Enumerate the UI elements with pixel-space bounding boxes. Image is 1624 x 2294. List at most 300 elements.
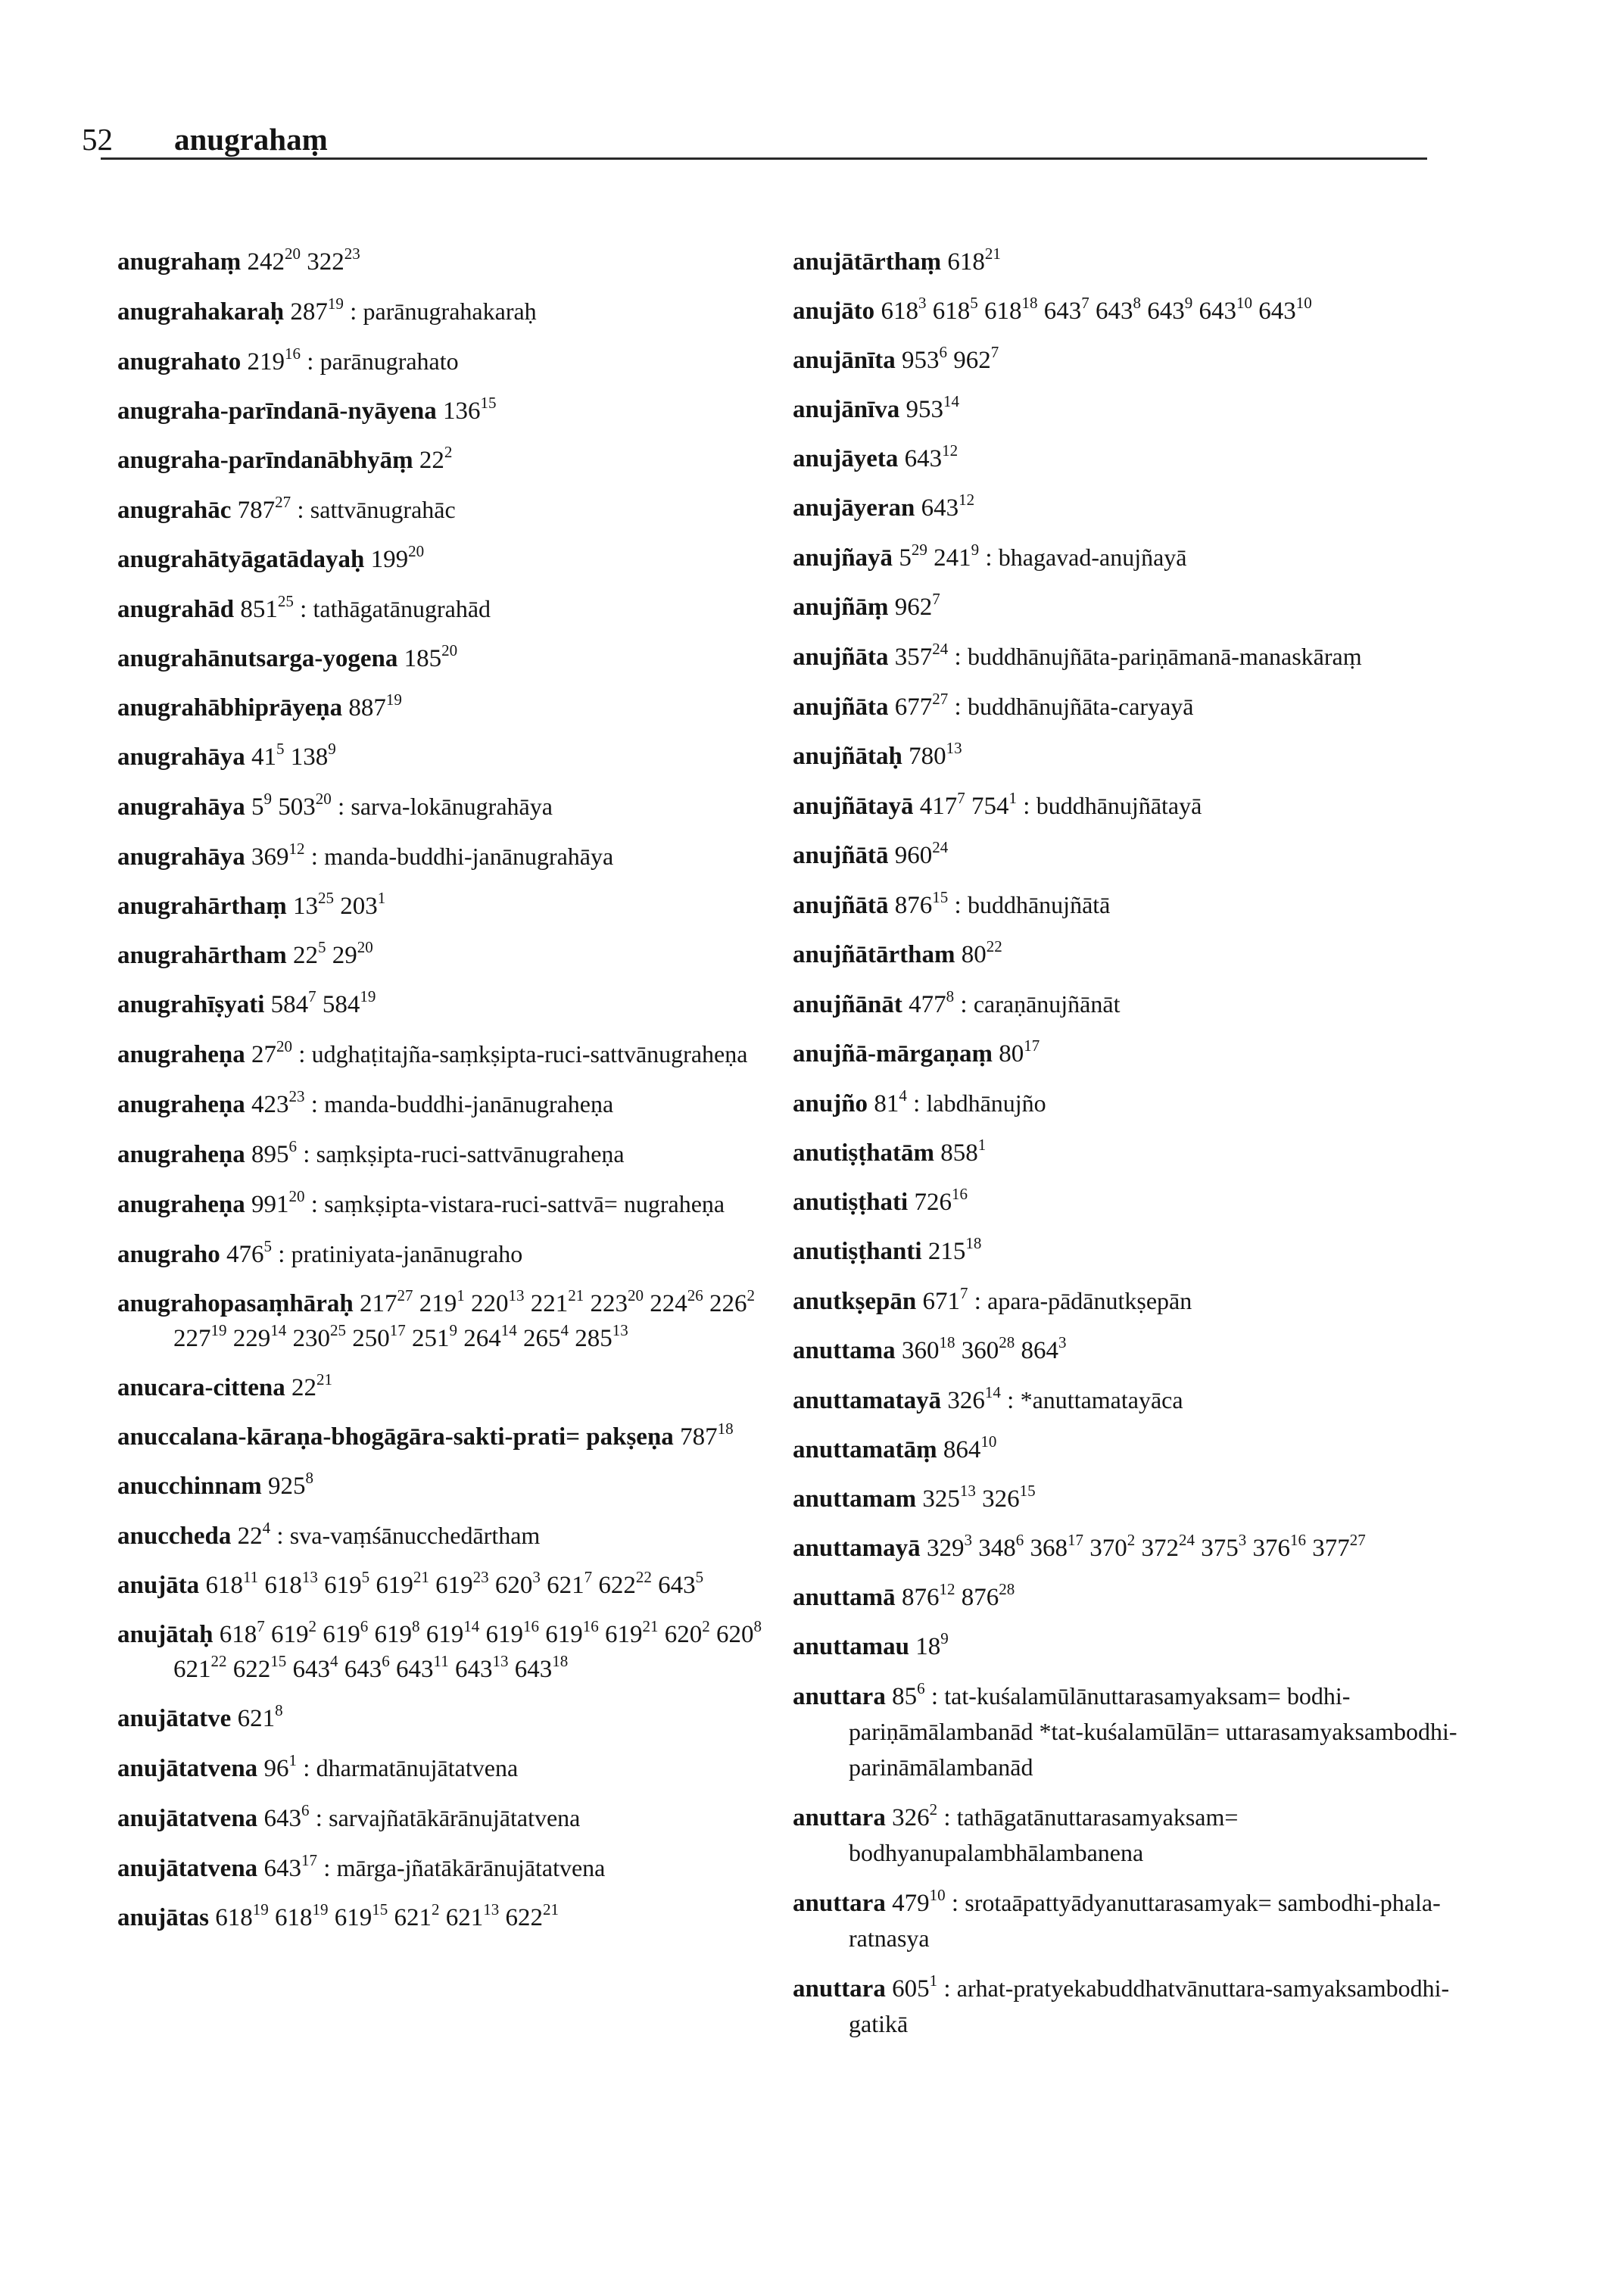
- index-entry: anuttamatayā $326^{14}$ : *anuttamatayāca: [793, 1383, 1183, 1414]
- reference-page: 643: [263, 1805, 301, 1832]
- reference-page: 326: [947, 1387, 985, 1414]
- reference-page: 895: [251, 1141, 289, 1168]
- page-reference: [396, 1652, 449, 1683]
- page-reference: [605, 1617, 659, 1648]
- index-entry: [117, 1469, 799, 1504]
- entry-compound: saṃkṣipta-vistara-ruci-sattvā= nugraheṇa: [324, 1190, 725, 1217]
- reference-page: 864: [943, 1436, 981, 1463]
- reference-page: 477: [909, 991, 946, 1018]
- reference-page: 619: [324, 1572, 362, 1599]
- reference-line: 2: [308, 1617, 317, 1635]
- index-entry: anujātatvena $643^6$ : sarvajñatākārānujātatvena: [117, 1801, 581, 1832]
- entry-compound: *anuttamatayāca: [1020, 1386, 1183, 1413]
- reference-page: 376: [1252, 1535, 1290, 1562]
- reference-line: 21: [413, 1568, 429, 1586]
- index-entry: anujātatvena $643^{17}$ : mārga-jñatākārānujātatvena: [117, 1851, 606, 1882]
- reference-line: 21: [568, 1286, 584, 1304]
- entry-headword: anujñāṃ: [793, 594, 889, 621]
- page-reference: [899, 541, 927, 572]
- entry-compound: caraṇānujñānāt: [973, 990, 1121, 1018]
- reference-line: 26: [687, 1286, 703, 1304]
- page-reference: [360, 1286, 413, 1317]
- reference-line: 12: [939, 1580, 955, 1598]
- index-entry: [793, 245, 1474, 279]
- reference-line: 11: [242, 1568, 259, 1586]
- reference-page: 29: [332, 942, 357, 969]
- reference-line: 5: [317, 938, 326, 956]
- left-column: [117, 245, 799, 1950]
- page-reference: [1030, 1531, 1083, 1562]
- index-entry: [117, 542, 799, 577]
- page-reference: [575, 1321, 628, 1352]
- reference-line: 14: [270, 1321, 287, 1339]
- entry-compound: sarva-lokānugrahāya: [351, 793, 553, 820]
- reference-page: 621: [547, 1572, 584, 1599]
- reference-line: 17: [1024, 1036, 1040, 1055]
- page-reference: [374, 1617, 420, 1648]
- reference-line: 14: [984, 1383, 1001, 1401]
- reference-page: 726: [914, 1189, 952, 1216]
- reference-line: 17: [1067, 1531, 1083, 1549]
- reference-page: 960: [894, 842, 933, 869]
- entry-headword: anujñātārtham: [793, 941, 955, 968]
- entry-headword: anugrahāya: [117, 793, 245, 821]
- page-reference: [251, 740, 285, 771]
- index-entry: anujātatvena $96^1$ : dharmatānujātatvena: [117, 1751, 519, 1782]
- page-reference: [1201, 1531, 1247, 1562]
- page-reference: [680, 1420, 734, 1451]
- page-reference: [291, 1370, 333, 1401]
- reference-line: 9: [940, 1629, 949, 1647]
- index-entry: [793, 1482, 1474, 1516]
- page-reference: [892, 1800, 938, 1831]
- entry-headword: anujātas: [117, 1904, 210, 1931]
- page-reference: [894, 838, 949, 869]
- page-reference: [292, 1652, 338, 1683]
- page-reference: [927, 1234, 982, 1265]
- entry-compound: sva-vaṃśānucchedārtham: [289, 1522, 541, 1549]
- reference-line: 27: [275, 493, 291, 511]
- reference-page: 621: [237, 1705, 276, 1732]
- reference-line: 21: [316, 1370, 333, 1389]
- entry-headword: anujātārthaṃ: [793, 248, 942, 276]
- reference-page: 22: [291, 1374, 317, 1401]
- reference-line: 24: [932, 640, 949, 658]
- index-entry: [117, 987, 799, 1022]
- reference-page: 250: [352, 1325, 390, 1352]
- entry-compound: sattvānugrahāc: [310, 496, 456, 523]
- entry-headword: anugrahād: [117, 596, 235, 623]
- reference-line: 21: [642, 1617, 659, 1635]
- reference-line: 10: [980, 1432, 997, 1451]
- index-entry: anuttara $479^{10}$ : srotaāpattyādyanuttarasamyak= sambodhi-phala-ratnasya: [793, 1886, 1441, 1952]
- entry-headword: anugrahānutsarga-yogena: [117, 645, 398, 672]
- reference-page: 223: [590, 1290, 628, 1317]
- reference-line: 4: [262, 1519, 271, 1537]
- page-reference: [324, 1568, 370, 1599]
- reference-page: 219: [247, 348, 285, 376]
- entry-compound: dharmatānujātatvena: [316, 1754, 519, 1781]
- entry-compound: labdhānujño: [926, 1089, 1046, 1117]
- reference-page: 375: [1201, 1535, 1239, 1562]
- page-reference: [263, 1751, 297, 1782]
- entry-headword: anujānīva: [793, 396, 900, 423]
- reference-line: 20: [276, 1037, 292, 1055]
- reference-page: 185: [404, 645, 442, 672]
- reference-line: 16: [951, 1185, 968, 1203]
- index-entry: anuccheda $22^4$ : sva-vaṃśānucchedārtham: [117, 1519, 541, 1550]
- entry-headword: anujñātā: [793, 842, 889, 869]
- page-reference: [471, 1286, 525, 1317]
- reference-page: 227: [173, 1325, 211, 1352]
- page-reference: [1089, 1531, 1136, 1562]
- entry-compound: parānugrahato: [320, 348, 459, 375]
- index-entry: [793, 1629, 1474, 1664]
- reference-page: 619: [374, 1621, 413, 1648]
- reference-page: 217: [360, 1290, 397, 1317]
- reference-line: 23: [472, 1568, 489, 1586]
- entry-compound: tathāgatānugrahād: [313, 595, 491, 622]
- reference-line: 15: [480, 394, 497, 412]
- reference-line: 19: [210, 1321, 227, 1339]
- index-entry: [793, 294, 1474, 329]
- page-reference: [919, 789, 965, 820]
- entry-headword: anugrahaṃ: [117, 248, 242, 276]
- page-reference: [419, 443, 453, 474]
- entry-headword: anujñātayā: [793, 793, 914, 820]
- reference-line: 7: [584, 1568, 593, 1586]
- page-reference: [237, 1701, 283, 1732]
- page-reference: [901, 1333, 955, 1364]
- page-reference: [443, 394, 497, 425]
- reference-line: 22: [635, 1568, 652, 1586]
- right-column: [793, 245, 1474, 2056]
- reference-page: 325: [922, 1485, 960, 1513]
- reference-line: 9: [971, 541, 980, 559]
- entry-compound: apara-pādānutkṣepān: [987, 1287, 1192, 1314]
- reference-page: 991: [251, 1191, 289, 1218]
- reference-page: 858: [940, 1139, 978, 1167]
- index-entry: [117, 690, 799, 725]
- entry-headword: anuttara: [793, 1683, 886, 1710]
- entry-headword: anugrahātyāgatādayaḥ: [117, 546, 365, 573]
- page-reference: [292, 1321, 347, 1352]
- reference-line: 7: [990, 343, 999, 361]
- entry-headword: anugraha-parīndanābhyāṃ: [117, 447, 413, 474]
- entry-compound: udghaṭitajña-saṃkṣipta-ruci-sattvānugraheṇa: [311, 1040, 748, 1068]
- page-reference: [275, 1900, 329, 1931]
- reference-line: 6: [939, 343, 947, 361]
- reference-page: 619: [605, 1621, 643, 1648]
- reference-line: 3: [964, 1531, 972, 1549]
- reference-page: 620: [716, 1621, 754, 1648]
- reference-page: 370: [1089, 1535, 1127, 1562]
- reference-page: 85: [892, 1683, 918, 1710]
- index-entry: [117, 889, 799, 924]
- index-entry: anugrahāc $787^{27}$ : sattvānugrahāc: [117, 493, 456, 524]
- reference-page: 22: [419, 447, 444, 474]
- entry-headword: anugraho: [117, 1241, 220, 1268]
- reference-page: 618: [275, 1904, 313, 1931]
- page-reference: [445, 1900, 500, 1931]
- reference-page: 287: [290, 298, 328, 326]
- reference-page: 619: [435, 1572, 473, 1599]
- entry-headword: anuttara: [793, 1804, 886, 1831]
- reference-line: 13: [959, 1482, 976, 1500]
- entry-compound: mārga-jñatākārānujātatvena: [336, 1854, 606, 1881]
- reference-page: 643: [344, 1656, 382, 1683]
- reference-line: 12: [942, 441, 959, 460]
- page-reference: [901, 1580, 955, 1611]
- reference-page: 876: [901, 1584, 940, 1611]
- reference-page: 619: [485, 1621, 524, 1648]
- page-reference: [961, 1333, 1015, 1364]
- page-reference: [523, 1321, 569, 1352]
- entry-headword: anugrahārtham: [117, 942, 287, 969]
- reference-line: 3: [1238, 1531, 1247, 1549]
- page-reference: [1043, 294, 1089, 325]
- page-reference: [971, 789, 1018, 820]
- reference-page: 643: [1043, 298, 1082, 325]
- entry-headword: anugrahābhiprāyeṇa: [117, 694, 343, 722]
- entry-headword: anugraha-parīndanā-nyāyena: [117, 397, 437, 425]
- reference-line: 12: [959, 491, 975, 509]
- page-reference: [425, 1617, 480, 1648]
- page-reference: [348, 690, 402, 722]
- reference-line: 20: [628, 1286, 644, 1304]
- reference-page: 203: [340, 893, 378, 920]
- reference-line: 1: [977, 1136, 987, 1154]
- index-entry: anujñayā $5^{29}$ $241^9$ : bhagavad-anujñayā: [793, 541, 1187, 572]
- reference-page: 618: [881, 298, 918, 325]
- reference-line: 15: [270, 1652, 287, 1670]
- page-reference: [914, 1185, 968, 1216]
- reference-page: 584: [270, 991, 309, 1018]
- reference-line: 19: [312, 1900, 329, 1918]
- entry-headword: anujāta: [117, 1572, 200, 1599]
- reference-page: 348: [978, 1535, 1016, 1562]
- index-entry: anugrahakaraḥ $287^{19}$ : parānugrahakaraḥ: [117, 295, 537, 326]
- reference-page: 220: [471, 1290, 509, 1317]
- entry-headword: anuccalana-kāraṇa-bhogāgāra-sakti-prati= pakṣeṇa: [117, 1423, 674, 1451]
- entry-headword: anuttamatāṃ: [793, 1436, 937, 1463]
- header-rule: [101, 157, 1427, 160]
- reference-page: 621: [394, 1904, 432, 1931]
- reference-line: 2: [929, 1800, 938, 1819]
- page-reference: [173, 1321, 227, 1352]
- reference-page: 618: [205, 1572, 243, 1599]
- entry-compound: tathāgatānuttarasamyaksam= bodhyanupalambhālambanena: [849, 1803, 1239, 1866]
- reference-page: 622: [505, 1904, 544, 1931]
- index-entry: [117, 1370, 799, 1405]
- index-entry: [117, 394, 799, 429]
- reference-line: 10: [1236, 294, 1252, 312]
- page-reference: [412, 1321, 457, 1352]
- entry-compound: bhagavad-anujñayā: [998, 544, 1187, 571]
- reference-page: 787: [680, 1423, 718, 1451]
- entry-compound: buddhānujñāta-caryayā: [967, 693, 1194, 720]
- page-reference: [334, 1900, 388, 1931]
- reference-page: 618: [264, 1572, 302, 1599]
- entry-headword: anujño: [793, 1090, 868, 1117]
- reference-line: 7: [932, 590, 940, 608]
- reference-line: 20: [441, 641, 458, 659]
- reference-page: 643: [292, 1656, 330, 1683]
- page-reference: [932, 294, 978, 325]
- index-entry: [117, 938, 799, 973]
- page-reference: [323, 1617, 369, 1648]
- entry-headword: anutiṣṭhatām: [793, 1139, 935, 1167]
- reference-line: 6: [288, 1137, 297, 1155]
- reference-page: 22: [292, 942, 318, 969]
- reference-line: 19: [360, 987, 376, 1005]
- entry-headword: anugrahāya: [117, 743, 245, 771]
- reference-line: 4: [330, 1652, 338, 1670]
- reference-line: 9: [263, 790, 272, 808]
- index-entry: [793, 1185, 1474, 1220]
- reference-page: 41: [251, 743, 276, 771]
- reference-line: 20: [357, 938, 373, 956]
- reference-page: 780: [909, 743, 946, 770]
- page-reference: [270, 987, 316, 1018]
- index-entry: [793, 1531, 1474, 1566]
- entry-headword: anugraheṇa: [117, 1191, 245, 1218]
- page-reference: [307, 245, 360, 276]
- reference-page: 643: [263, 1855, 301, 1882]
- page-reference: [226, 1237, 272, 1268]
- page-reference: [494, 1568, 541, 1599]
- index-entry: anujñātā $876^{15}$ : buddhānujñātā: [793, 888, 1111, 919]
- entry-headword: anugrahārthaṃ: [117, 893, 287, 920]
- page-reference: [922, 1482, 976, 1513]
- reference-line: 6: [382, 1652, 390, 1670]
- reference-line: 14: [500, 1321, 517, 1339]
- index-entry: [793, 1036, 1474, 1071]
- index-entry: [117, 1900, 799, 1935]
- reference-page: 643: [454, 1656, 493, 1683]
- page-reference: [904, 441, 959, 472]
- reference-page: 643: [1147, 298, 1185, 325]
- page-reference: [909, 987, 955, 1018]
- reference-page: 876: [894, 892, 933, 919]
- reference-line: 25: [330, 1321, 346, 1339]
- reference-line: 4: [899, 1086, 907, 1105]
- reference-page: 643: [396, 1656, 434, 1683]
- page-reference: [1199, 294, 1252, 325]
- entry-headword: anutiṣṭhati: [793, 1189, 909, 1216]
- reference-line: 3: [918, 294, 927, 312]
- entry-headword: anugraheṇa: [117, 1041, 245, 1068]
- reference-page: 479: [892, 1890, 930, 1917]
- page-reference: [419, 1286, 465, 1317]
- page-reference: [921, 491, 975, 522]
- index-entry: anuttara $326^2$ : tathāgatānuttarasamyaksam= bodhyanupalambhālambanena: [793, 1800, 1239, 1866]
- index-entry: anujñātayā $417^7$ $754^1$ : buddhānujñātayā: [793, 789, 1202, 820]
- reference-page: 619: [376, 1572, 413, 1599]
- index-entry: anugrahato $219^{16}$ : parānugrahato: [117, 344, 459, 376]
- page-reference: [290, 740, 336, 771]
- entry-compound: manda-buddhi-janānugrahāya: [324, 843, 614, 870]
- reference-line: 18: [965, 1234, 982, 1252]
- reference-line: 28: [999, 1333, 1015, 1351]
- reference-line: 19: [327, 295, 344, 313]
- page-reference: [892, 1971, 938, 2003]
- reference-page: 503: [278, 793, 316, 821]
- reference-page: 360: [901, 1337, 940, 1364]
- reference-page: 80: [961, 941, 987, 968]
- reference-page: 622: [598, 1572, 636, 1599]
- page-reference: [251, 790, 272, 821]
- reference-line: 1: [288, 1751, 297, 1769]
- reference-page: 368: [1030, 1535, 1068, 1562]
- reference-line: 21: [984, 245, 1001, 263]
- page-reference: [1312, 1531, 1366, 1562]
- reference-line: 7: [308, 987, 316, 1005]
- entry-compound: arhat-pratyekabuddhatvānuttara-samyaksambodhi-gatikā: [849, 1975, 1450, 2037]
- reference-line: 7: [957, 789, 965, 807]
- entry-headword: anugrahopasaṃhāraḥ: [117, 1290, 354, 1317]
- index-entry: [793, 491, 1474, 525]
- entry-headword: anucara-cittena: [117, 1374, 285, 1401]
- reference-page: 618: [947, 248, 985, 276]
- reference-line: 28: [999, 1580, 1015, 1598]
- reference-page: 369: [251, 843, 289, 871]
- page-reference: [709, 1286, 755, 1317]
- page-reference: [894, 590, 940, 621]
- reference-line: 24: [932, 838, 949, 856]
- index-entry: [117, 1701, 799, 1736]
- reference-page: 265: [523, 1325, 561, 1352]
- page-reference: [237, 1519, 271, 1550]
- page-number: 52: [82, 122, 113, 157]
- reference-page: 5: [251, 793, 264, 821]
- reference-line: 8: [412, 1617, 420, 1635]
- reference-line: 15: [372, 1900, 388, 1918]
- reference-line: 16: [284, 344, 301, 363]
- entry-headword: anujātaḥ: [117, 1621, 214, 1648]
- reference-page: 622: [232, 1656, 271, 1683]
- page-reference: [485, 1617, 540, 1648]
- entry-headword: anujñāta: [793, 693, 889, 721]
- entry-headword: anujñā-mārgaṇaṃ: [793, 1040, 993, 1068]
- entry-headword: anugraheṇa: [117, 1091, 245, 1118]
- page-reference: [947, 1383, 1001, 1414]
- page-reference: [894, 690, 949, 721]
- page-reference: [881, 294, 927, 325]
- reference-page: 618: [932, 298, 971, 325]
- reference-page: 619: [271, 1621, 309, 1648]
- reference-line: 9: [1184, 294, 1193, 312]
- reference-page: 671: [922, 1288, 960, 1315]
- entry-headword: anucchinnam: [117, 1473, 262, 1500]
- page-reference: [237, 493, 291, 524]
- reference-page: 199: [370, 546, 409, 573]
- index-entry: anujñānāt $477^8$ : caraṇānujñānāt: [793, 987, 1121, 1018]
- reference-page: 322: [307, 248, 344, 276]
- reference-page: 643: [1095, 298, 1133, 325]
- reference-page: 618: [219, 1621, 257, 1648]
- page-reference: [664, 1617, 710, 1648]
- page-reference: [251, 1137, 297, 1168]
- entry-compound: buddhānujñāta-pariṇāmanā-manaskāraṃ: [967, 643, 1362, 670]
- reference-line: 20: [408, 542, 425, 560]
- index-entry: [793, 1580, 1474, 1615]
- reference-line: 20: [315, 790, 332, 808]
- entry-compound: buddhānujñātā: [967, 891, 1111, 918]
- reference-line: 6: [917, 1679, 925, 1697]
- index-entry: [793, 1432, 1474, 1467]
- entry-headword: anuccheda: [117, 1523, 232, 1550]
